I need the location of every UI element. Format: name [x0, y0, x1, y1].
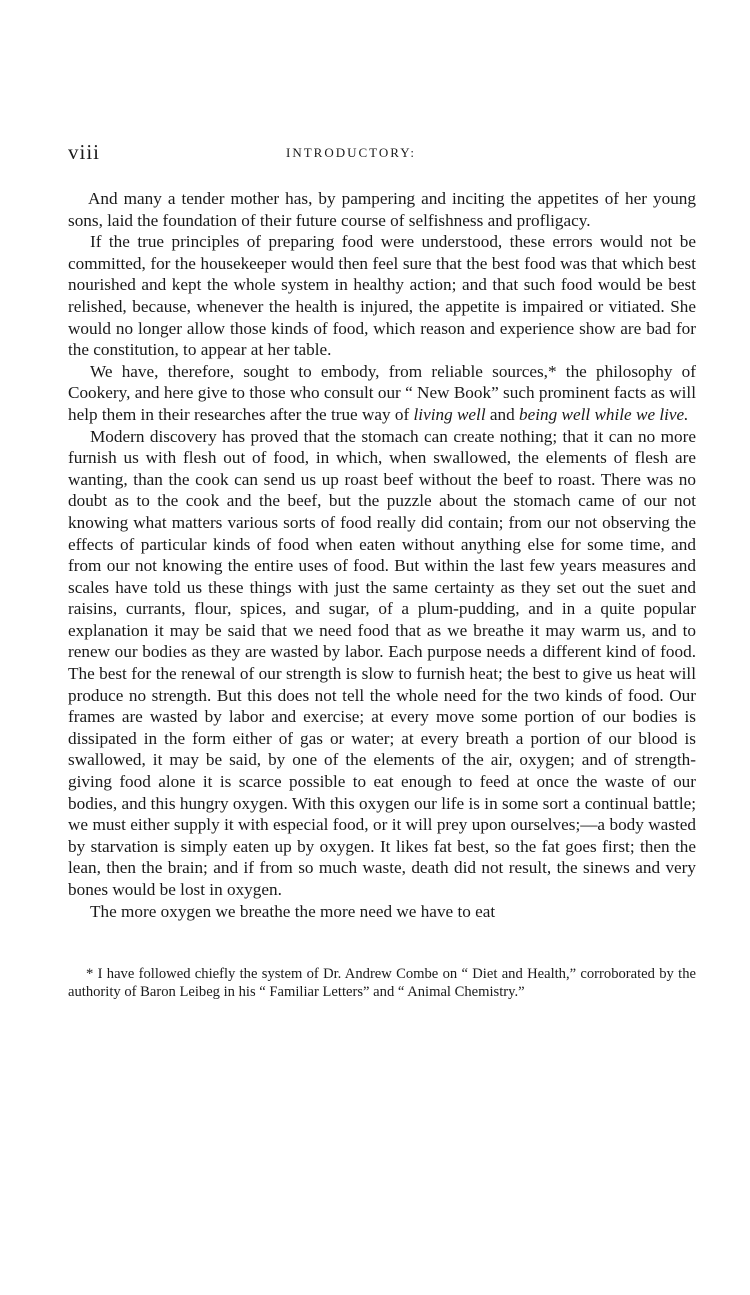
- paragraph-3-text-b: and: [485, 404, 520, 424]
- paragraph-3-italic-a: living well: [413, 404, 486, 424]
- book-page: [68, 140, 696, 1002]
- running-head: INTRODUCTORY:: [286, 145, 417, 160]
- paragraph-3-italic-b: being well while we live.: [519, 404, 689, 424]
- page-number: viii: [68, 140, 101, 164]
- page-header: [68, 140, 696, 170]
- paragraph-2: If the true principles of preparing food were understood, these errors would not be committed, for the housekeeper would then feel sure that the best food was that which best nourished and kept the whole system in healthy action; and that such food would be best relished, because, whenever the health is injured, the appetite is impaired or vitiated. She would no longer allow those kinds of food, which reason and experience show are bad for the constitution, to appear at her table.: [68, 232, 696, 360]
- paragraph-5: The more oxygen we breathe the more need we have to eat: [90, 901, 496, 921]
- paragraph-3: [68, 361, 696, 426]
- paragraph-4: Modern discovery has proved that the stomach can create nothing; that it can no more furnish us with flesh out of food, in which, when swallowed, the elements of flesh are wanting, than the cook can send us up roast beef without the beef to roast. There was no doubt as to the cook and the beef, but the puzzle about the stomach came of our not knowing what matters various sorts of food really did contain; from our not observing the effects of particular kinds of food when eaten without anything else for some time, and from our not knowing the entire uses of food. But within the last few years measures and scales have told us these things with just the same certainty as they set out the suet and raisins, currants, flour, spices, and sugar, of a plum-pudding, and in a quite popular explanation it may be said that we need food that as we breathe it may warm us, and to renew our bodies as they are wasted by labor. Each purpose needs a different kind of food. The best for the renewal of our strength is slow to furnish heat; the best to give us heat will produce no strength. But this does not tell the whole need for the two kinds of food. Our frames are wasted by labor and exercise; at every move some portion of our bodies is dissipated in the form either of gas or water; at every breath a portion of our blood is swallowed, it may be said, by one of the elements of the air, oxygen; and of strength-giving food alone it is scarce possible to eat enough to feed at once the waste of our bodies, and this hungry oxygen. With this oxygen our life is in some sort a continual battle; we must either supply it with especial food, or it will prey upon ourselves;—a body wasted by starvation is simply eaten up by oxygen. It likes fat best, so the fat goes first; then the lean, then the brain; and if from so much waste, death did not result, the sinews and very bones would be lost in oxygen.: [68, 426, 696, 899]
- paragraph-1: And many a tender mother has, by pampering and inciting the appetites of her young sons, laid the foundation of their future course of selfishness and profligacy.: [68, 189, 696, 230]
- body-text: [68, 188, 696, 922]
- footnote: * I have followed chiefly the system of Dr. Andrew Combe on “ Diet and Health,” corroborated by the authority of Baron Leibeg in his “ Familiar Letters” and “ Animal Chemistry.”: [68, 966, 696, 1000]
- paragraph-3-text-a: We have, therefore, sought to embody, from reliable sources,* the philosophy of Cookery, and here give to those who consult our “ New Book” such prominent facts as will help them in their researches after the true way of: [68, 361, 696, 424]
